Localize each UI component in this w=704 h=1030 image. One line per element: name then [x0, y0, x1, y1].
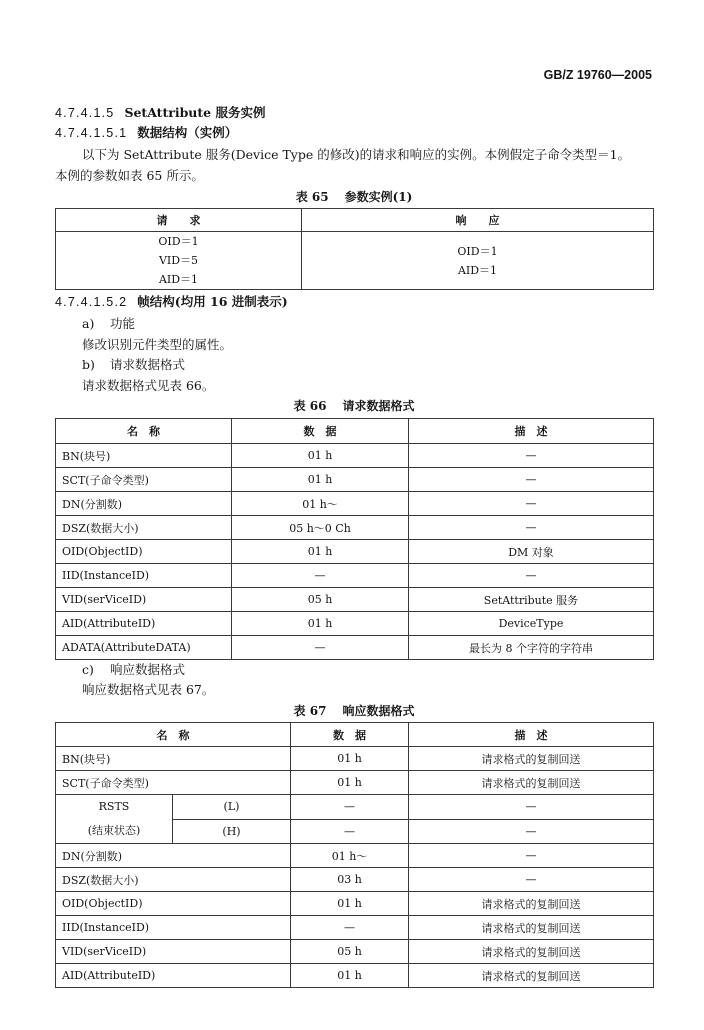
table-caption [55, 703, 653, 719]
table-row [56, 444, 654, 468]
name-cell: DSZ(数据大小) [56, 868, 291, 892]
name-cell: ADATA(AttributeDATA) [56, 636, 232, 660]
section-heading [55, 125, 237, 141]
table-row [56, 232, 654, 290]
section-heading [55, 294, 288, 310]
table-title: 参数实例(1) [344, 190, 413, 204]
name-cell: DSZ(数据大小) [56, 516, 232, 540]
name-cell: BN(块号) [56, 747, 291, 771]
list-item [82, 662, 185, 678]
table-row [56, 492, 654, 516]
data-cell: 01 h [291, 892, 409, 916]
table-header-cell: 名 称 [56, 723, 291, 747]
table-row [56, 588, 654, 612]
name-cell: OID(ObjectID) [56, 540, 232, 564]
data-cell: 01 h [232, 468, 409, 492]
paragraph: 请求数据格式见表 66。 [82, 378, 215, 393]
data-cell: 01 h [232, 612, 409, 636]
description-cell: 请求格式的复制回送 [409, 892, 654, 916]
section-title: 帧结构(均用 16 进制表示) [137, 294, 288, 309]
rsts-note: (结束状态) [87, 824, 141, 837]
data-cell: — [232, 636, 409, 660]
name-cell: SCT(子命令类型) [56, 468, 232, 492]
section-number: 4.7.4.1.5.2 [55, 295, 128, 309]
table-header-row [56, 209, 654, 232]
description-cell: DM 对象 [409, 540, 654, 564]
table-row [56, 844, 654, 868]
name-cell: SCT(子命令类型) [56, 771, 291, 795]
table-header-cell: 响 应 [302, 209, 654, 232]
table-row [56, 747, 654, 771]
request-param: VID＝5 [158, 254, 199, 267]
data-cell: — [291, 795, 409, 820]
name-cell: IID(InstanceID) [56, 564, 232, 588]
description-cell: — [409, 468, 654, 492]
table-row [56, 795, 654, 820]
list-item [82, 357, 185, 373]
description-cell: — [409, 868, 654, 892]
response-param: OID＝1 [457, 244, 498, 258]
table-caption [55, 398, 653, 414]
table-number: 表 65 [295, 190, 329, 204]
description-cell: 请求格式的复制回送 [409, 747, 654, 771]
description-cell: 请求格式的复制回送 [409, 964, 654, 988]
description-cell: 请求格式的复制回送 [409, 916, 654, 940]
name-cell: OID(ObjectID) [56, 892, 291, 916]
response-param: AID＝1 [457, 263, 498, 277]
table-number: 表 67 [293, 704, 327, 718]
rsts-part-cell: (H) [173, 819, 291, 844]
rsts-part-cell: (L) [173, 795, 291, 820]
data-cell: 03 h [291, 868, 409, 892]
table-row [56, 940, 654, 964]
data-cell: — [291, 916, 409, 940]
request-param: AID＝1 [158, 273, 199, 286]
list-label: 响应数据格式 [110, 662, 186, 677]
table-header-cell: 请 求 [56, 209, 302, 232]
parameter-example-table [55, 208, 654, 290]
name-cell: AID(AttributeID) [56, 964, 291, 988]
name-cell: AID(AttributeID) [56, 612, 232, 636]
table-number: 表 66 [293, 399, 327, 413]
description-cell: DeviceType [409, 612, 654, 636]
data-cell: 01 h～ [232, 492, 409, 516]
data-cell: — [232, 564, 409, 588]
paragraph: 响应数据格式见表 67。 [82, 682, 215, 697]
section-title: SetAttribute 服务实例 [124, 105, 266, 120]
table-row [56, 468, 654, 492]
data-cell: 05 h [232, 588, 409, 612]
request-cell [56, 232, 302, 290]
name-cell: BN(块号) [56, 444, 232, 468]
table-row [56, 964, 654, 988]
table-header-cell: 描 述 [409, 419, 654, 444]
list-label: 功能 [110, 316, 136, 331]
list-marker: c) [82, 662, 94, 677]
description-cell: — [409, 492, 654, 516]
table-title: 请求数据格式 [342, 399, 415, 413]
table-caption [55, 189, 653, 205]
description-cell: — [409, 516, 654, 540]
response-format-table [55, 722, 654, 988]
description-cell: 请求格式的复制回送 [409, 771, 654, 795]
data-cell: 01 h [291, 747, 409, 771]
table-header-cell: 数 据 [291, 723, 409, 747]
name-cell: VID(serViceID) [56, 588, 232, 612]
rsts-name: RSTS [98, 800, 130, 813]
data-cell: 05 h～0 Ch [232, 516, 409, 540]
data-cell: — [291, 819, 409, 844]
description-cell: — [409, 844, 654, 868]
table-row [56, 868, 654, 892]
table-title: 响应数据格式 [342, 704, 415, 718]
description-cell: — [409, 564, 654, 588]
section-number: 4.7.4.1.5.1 [55, 126, 128, 140]
table-row [56, 612, 654, 636]
description-cell: SetAttribute 服务 [409, 588, 654, 612]
table-row [56, 540, 654, 564]
name-cell: DN(分割数) [56, 844, 291, 868]
name-cell: IID(InstanceID) [56, 916, 291, 940]
paragraph: 修改识别元件类型的属性。 [82, 337, 233, 352]
table-row [56, 516, 654, 540]
rsts-name-cell [56, 795, 173, 844]
section-number: 4.7.4.1.5 [55, 106, 115, 120]
table-row [56, 564, 654, 588]
table-row [56, 892, 654, 916]
table-row [56, 916, 654, 940]
table-row [56, 771, 654, 795]
list-marker: b) [82, 357, 95, 372]
table-header-row [56, 419, 654, 444]
name-cell: VID(serViceID) [56, 940, 291, 964]
table-header-row [56, 723, 654, 747]
data-cell: 05 h [291, 940, 409, 964]
description-cell: — [409, 444, 654, 468]
description-cell: — [409, 795, 654, 820]
request-param: OID＝1 [158, 235, 199, 248]
table-row [56, 636, 654, 660]
list-item [82, 316, 135, 332]
description-cell: 请求格式的复制回送 [409, 940, 654, 964]
description-cell: 最长为 8 个字符的字符串 [409, 636, 654, 660]
table-header-cell: 描 述 [409, 723, 654, 747]
data-cell: 01 h [291, 964, 409, 988]
list-label: 请求数据格式 [110, 357, 186, 372]
table-header-cell: 数 据 [232, 419, 409, 444]
table-header-cell: 名 称 [56, 419, 232, 444]
paragraph: 以下为 SetAttribute 服务(Device Type 的修改)的请求和响应的实例。本例假定子命令类型＝1。 [82, 147, 631, 162]
data-cell: 01 h [232, 444, 409, 468]
data-cell: 01 h～ [291, 844, 409, 868]
list-marker: a) [82, 316, 95, 331]
name-cell: DN(分割数) [56, 492, 232, 516]
section-heading [55, 105, 265, 121]
data-cell: 01 h [291, 771, 409, 795]
response-cell [302, 232, 654, 290]
description-cell: — [409, 819, 654, 844]
request-format-table [55, 418, 654, 660]
section-title: 数据结构（实例） [137, 125, 238, 140]
paragraph: 本例的参数如表 65 所示。 [55, 168, 204, 183]
standard-number: GB/Z 19760—2005 [543, 68, 652, 82]
data-cell: 01 h [232, 540, 409, 564]
